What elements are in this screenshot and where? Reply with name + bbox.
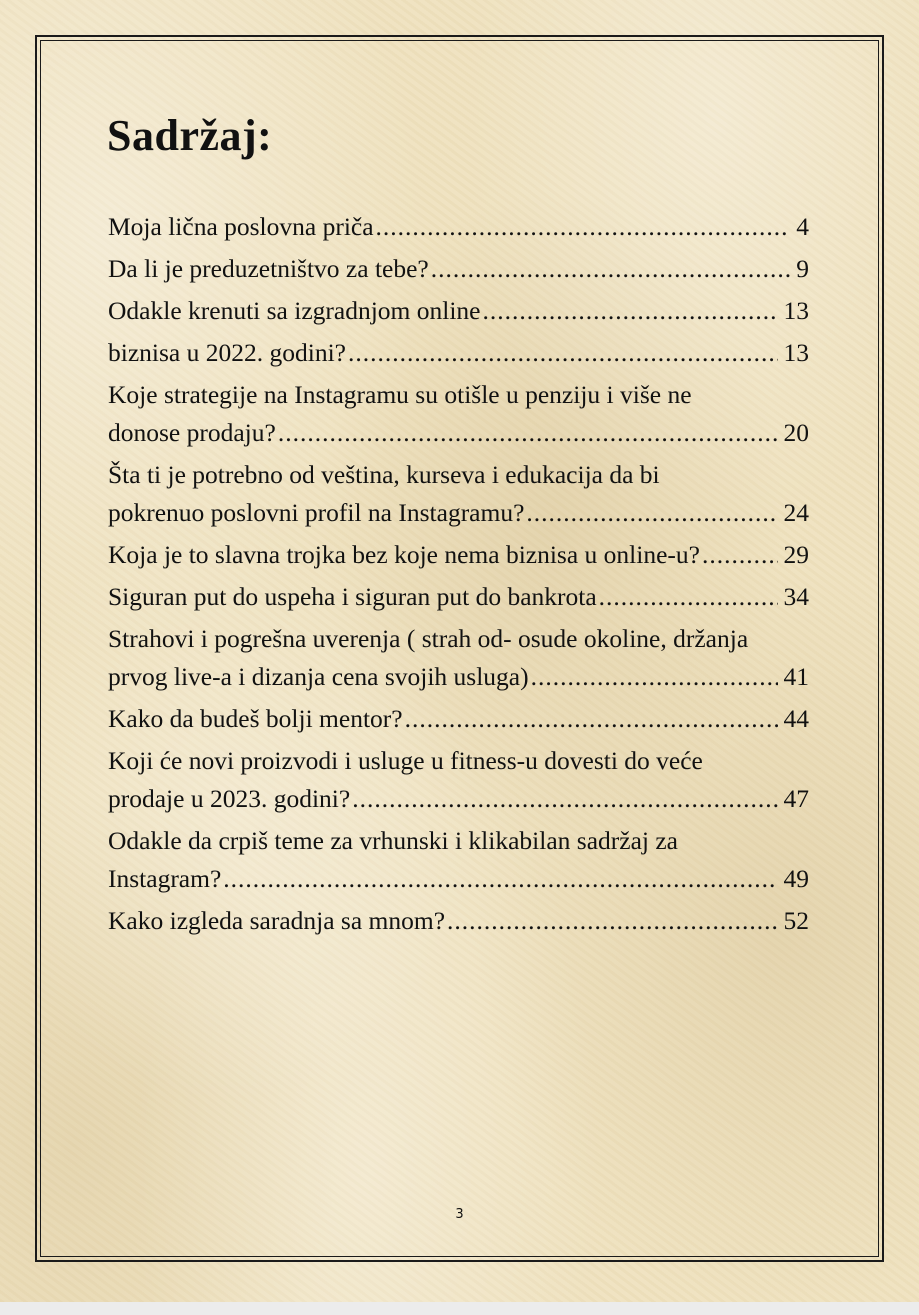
toc-entry[interactable] [108, 376, 809, 452]
dot-leader [431, 250, 791, 288]
toc-entry-page: 52 [783, 906, 809, 935]
dot-leader [531, 658, 778, 696]
dot-leader [482, 292, 777, 330]
toc-entry-page: 44 [783, 704, 809, 733]
viewer-background [0, 1302, 919, 1315]
toc-entry[interactable] [108, 620, 809, 696]
toc-entry-title: Kako da budeš bolji mentor? [108, 704, 403, 733]
toc-entry-title-line2: prvog live-a i dizanja cena svojih usluga) [108, 662, 529, 691]
toc-entry-page: 24 [783, 498, 809, 527]
toc-entry-title: biznisa u 2022. godini? [108, 338, 346, 367]
toc-entry-page: 4 [796, 212, 809, 241]
toc-entry[interactable] [108, 456, 809, 532]
dot-leader [702, 536, 778, 574]
toc-entry[interactable] [108, 208, 809, 246]
page-number: 3 [455, 1207, 464, 1222]
toc-entry-title-line2: Instagram? [108, 864, 222, 893]
toc-entry[interactable] [108, 902, 809, 940]
toc-entry-title-line1: Koji će novi proizvodi i usluge u fitness-u dovesti do veće [108, 746, 703, 775]
toc-entry-title: Siguran put do uspeha i siguran put do bankrota [108, 582, 597, 611]
toc-entry-title-line1: Koje strategije na Instagramu su otišle u penziju i više ne [108, 380, 692, 409]
toc-entry[interactable] [108, 334, 809, 372]
toc-entry-page: 13 [783, 296, 809, 325]
toc-entry-page: 13 [783, 338, 809, 367]
toc-entry-title-line1: Strahovi i pogrešna uverenja ( strah od- osude okoline, držanja [108, 624, 749, 653]
toc-entry-page: 34 [783, 582, 809, 611]
dot-leader [223, 860, 777, 898]
toc-entry[interactable] [108, 292, 809, 330]
toc-entry[interactable] [108, 536, 809, 574]
toc-entry[interactable] [108, 700, 809, 738]
page-title: Sadržaj: [107, 111, 273, 160]
toc-entry-title: Da li je preduzetništvo za tebe? [108, 254, 429, 283]
dot-leader [526, 494, 777, 532]
dot-leader [278, 414, 778, 452]
toc-entry-page: 47 [783, 784, 809, 813]
toc-entry-title: Moja lična poslovna priča [108, 212, 374, 241]
dot-leader [348, 334, 778, 372]
toc-entry-page: 41 [783, 662, 809, 691]
toc-entry-title-line2: donose prodaju? [108, 418, 276, 447]
toc-entry-title: Odakle krenuti sa izgradnjom online [108, 296, 481, 325]
dot-leader [599, 578, 778, 616]
table-of-contents [108, 208, 809, 944]
dot-leader [405, 700, 778, 738]
toc-entry-page: 49 [783, 864, 809, 893]
toc-entry-title-line2: pokrenuo poslovni profil na Instagramu? [108, 498, 525, 527]
toc-entry[interactable] [108, 822, 809, 898]
toc-entry[interactable] [108, 250, 809, 288]
toc-entry-page: 20 [783, 418, 809, 447]
dot-leader [376, 208, 791, 246]
dot-leader [352, 780, 777, 818]
toc-entry-title-line1: Šta ti je potrebno od veština, kurseva i edukacija da bi [108, 460, 660, 489]
toc-entry-page: 9 [796, 254, 809, 283]
dot-leader [447, 902, 777, 940]
toc-entry-page: 29 [783, 540, 809, 569]
toc-entry-title: Kako izgleda saradnja sa mnom? [108, 906, 446, 935]
toc-entry-title-line2: prodaje u 2023. godini? [108, 784, 351, 813]
toc-entry-title: Koja je to slavna trojka bez koje nema biznisa u online-u? [108, 540, 700, 569]
toc-entry-title-line1: Odakle da crpiš teme za vrhunski i klikabilan sadržaj za [108, 826, 678, 855]
toc-entry[interactable] [108, 742, 809, 818]
toc-entry[interactable] [108, 578, 809, 616]
